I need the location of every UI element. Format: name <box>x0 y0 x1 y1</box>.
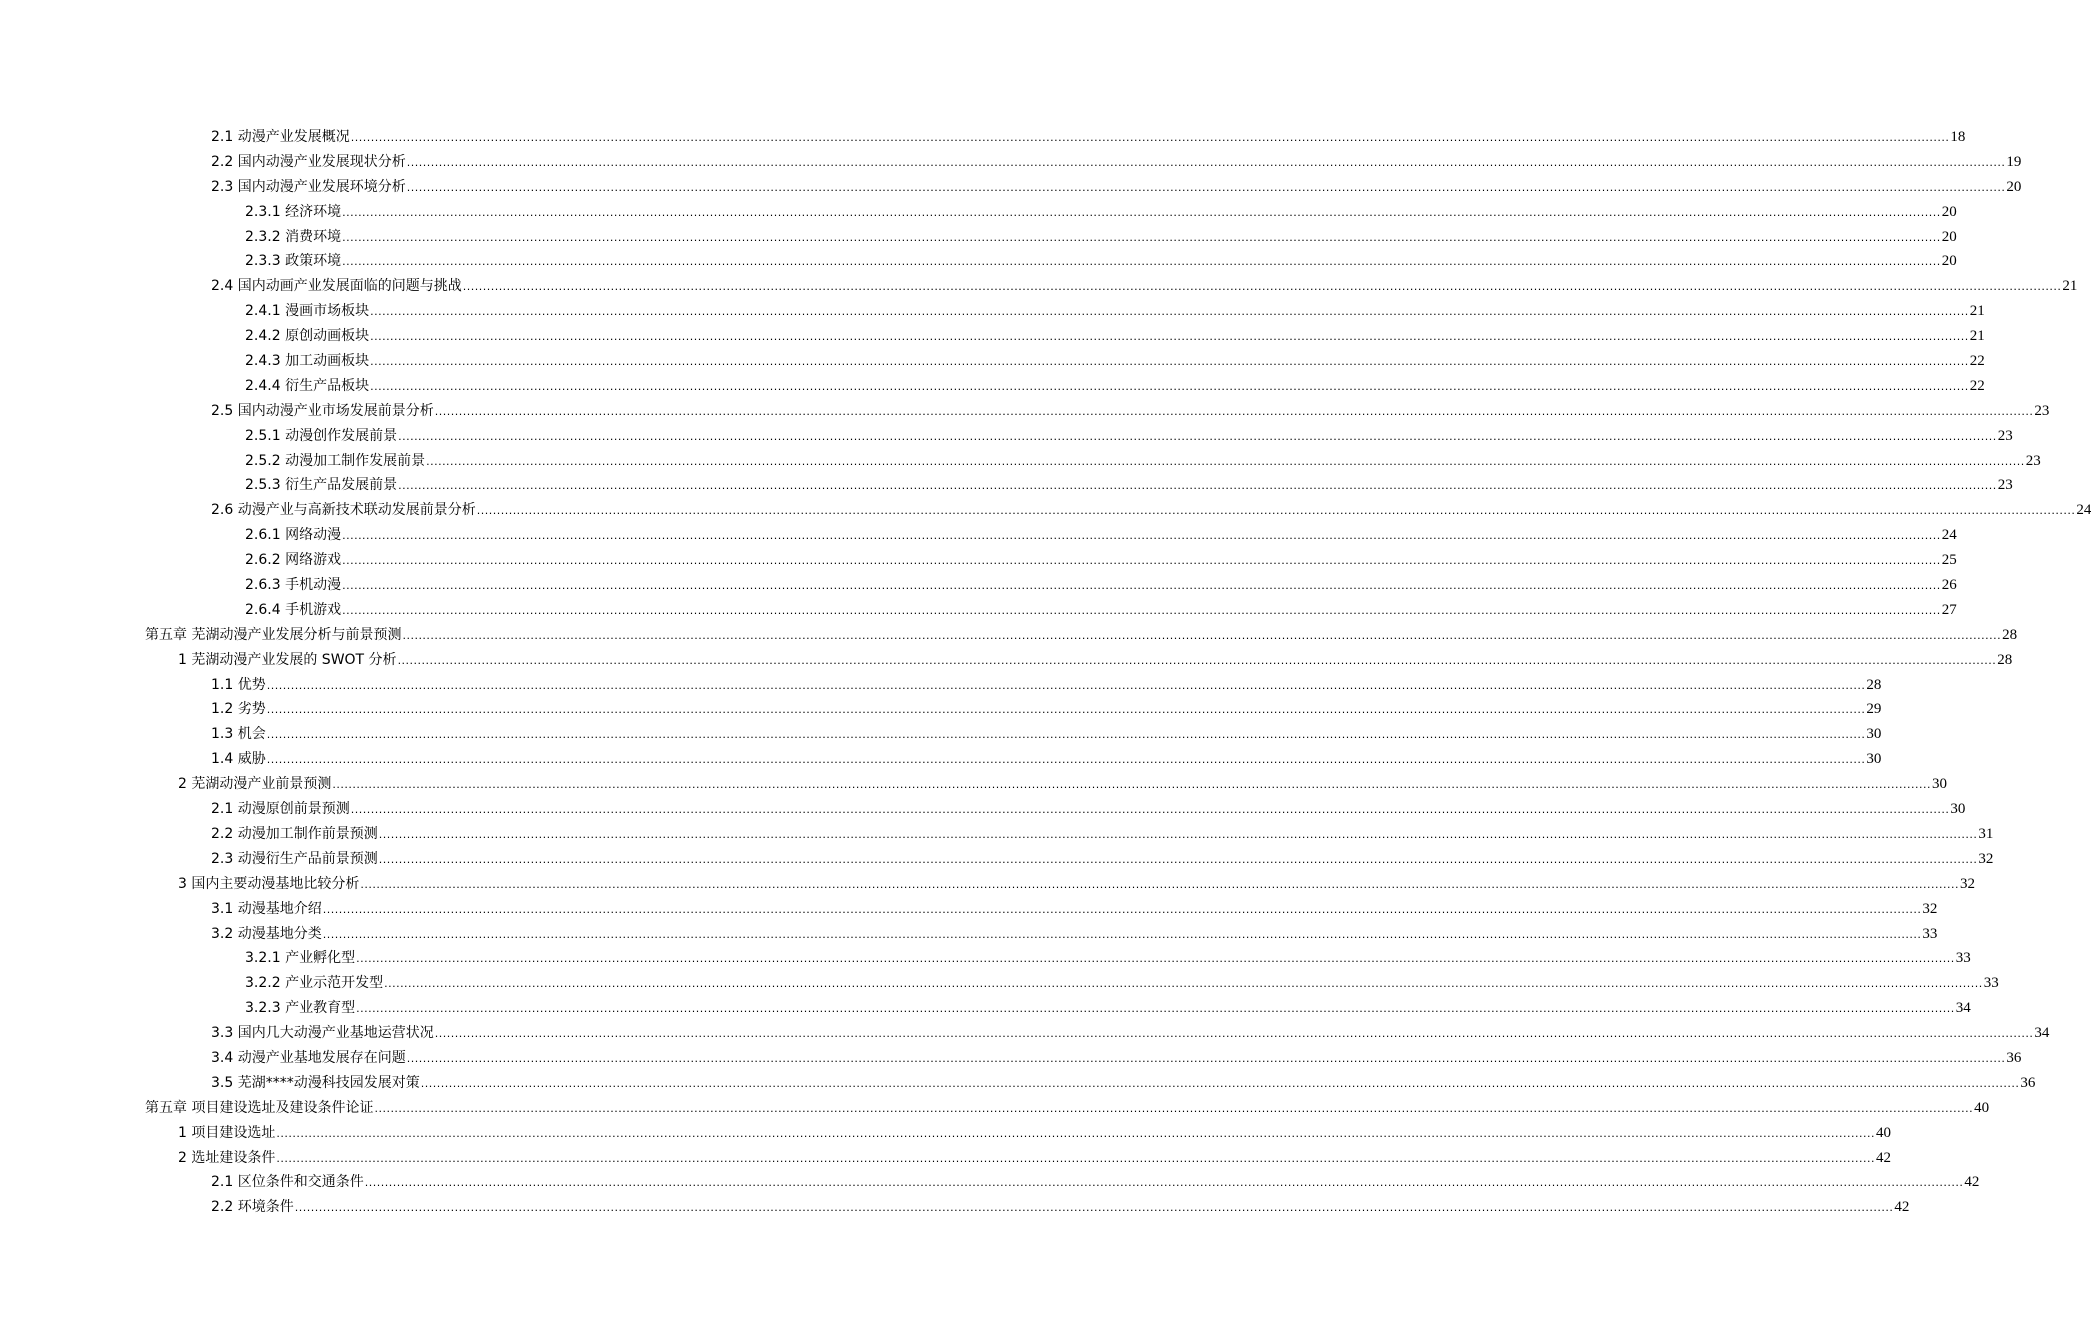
toc-entry[interactable] <box>0 1071 2036 1096</box>
toc-entry-page-number: 28 <box>1866 676 1882 693</box>
toc-entry[interactable] <box>0 946 1971 971</box>
dot-leader: ................................................................................................................................................................................................................................................................................................................................................................................................................ <box>266 728 1866 742</box>
dot-leader: ................................................................................................................................................................................................................................................................................................................................................................................................................ <box>342 603 1941 617</box>
toc-entry[interactable] <box>0 249 1957 274</box>
dot-leader: ................................................................................................................................................................................................................................................................................................................................................................................................................ <box>370 330 1969 344</box>
toc-entry-label: 1.3 机会 <box>211 726 266 743</box>
dot-leader: ................................................................................................................................................................................................................................................................................................................................................................................................................ <box>360 877 1959 891</box>
toc-entry[interactable] <box>0 747 1882 772</box>
toc-entry-page-number: 33 <box>1922 925 1938 942</box>
toc-entry-row <box>211 922 1938 948</box>
dot-leader: ................................................................................................................................................................................................................................................................................................................................................................................................................ <box>266 753 1866 767</box>
toc-entry-label: 3.1 动漫基地介绍 <box>211 900 322 917</box>
toc-entry-row <box>211 125 1966 151</box>
toc-entry-row <box>178 1121 1891 1147</box>
toc-entry[interactable] <box>0 922 1938 947</box>
toc-entry-page-number: 23 <box>2034 402 2050 419</box>
toc-entry[interactable] <box>0 473 2013 498</box>
toc-entry-row <box>245 374 1985 400</box>
toc-entry-page-number: 30 <box>1866 751 1882 768</box>
toc-entry-row <box>245 598 1957 624</box>
dot-leader: ................................................................................................................................................................................................................................................................................................................................................................................................................ <box>276 1151 1875 1165</box>
dot-leader: ................................................................................................................................................................................................................................................................................................................................................................................................................ <box>356 952 1955 966</box>
dot-leader: ................................................................................................................................................................................................................................................................................................................................................................................................................ <box>398 479 1997 493</box>
toc-entry-label: 3.2.2 产业示范开发型 <box>245 975 384 992</box>
toc-entry-row <box>178 772 1947 798</box>
toc-entry-row <box>211 673 1882 699</box>
toc-entry-label: 3.5 芜湖****动漫科技园发展对策 <box>211 1074 420 1091</box>
dot-leader: ................................................................................................................................................................................................................................................................................................................................................................................................................ <box>294 1201 1894 1215</box>
toc-entry[interactable] <box>0 872 1975 897</box>
toc-entry-page-number: 32 <box>1922 900 1938 917</box>
toc-entry-page-number: 20 <box>2006 178 2022 195</box>
toc-entry-label: 1.2 劣势 <box>211 701 266 718</box>
toc-entry-row <box>245 449 2041 475</box>
dot-leader: ................................................................................................................................................................................................................................................................................................................................................................................................................ <box>350 131 1950 144</box>
toc-entry[interactable] <box>0 722 1882 747</box>
dot-leader: ................................................................................................................................................................................................................................................................................................................................................................................................................ <box>378 852 1978 866</box>
toc-entry-page-number: 21 <box>1969 328 1985 345</box>
toc-entry-label: 2.4.2 原创动画板块 <box>245 328 370 345</box>
toc-entry-row <box>211 274 2078 300</box>
toc-entry-page-number: 36 <box>2006 1049 2022 1066</box>
toc-entry-row <box>245 349 1985 375</box>
toc-entry-page-number: 42 <box>1876 1149 1891 1166</box>
dot-leader: ................................................................................................................................................................................................................................................................................................................................................................................................................ <box>420 1076 2020 1090</box>
toc-entry[interactable] <box>0 349 1985 374</box>
toc-entry-row <box>211 847 1994 873</box>
toc-entry-row <box>245 573 1957 599</box>
toc-entry-label: 2.6 动漫产业与高新技术联动发展前景分析 <box>211 502 476 519</box>
toc-entry-page-number: 23 <box>1997 427 2013 444</box>
toc-entry-page-number: 24 <box>1941 527 1957 544</box>
dot-leader: ................................................................................................................................................................................................................................................................................................................................................................................................................ <box>342 579 1941 593</box>
dot-leader: ................................................................................................................................................................................................................................................................................................................................................................................................................ <box>406 180 2006 194</box>
toc-entry-page-number: 33 <box>1983 975 1999 992</box>
toc-entry-page-number: 30 <box>1932 776 1947 793</box>
toc-entry[interactable] <box>0 324 1985 349</box>
toc-entry-page-number: 32 <box>1978 850 1994 867</box>
toc-entry-row <box>245 249 1957 275</box>
toc-entry[interactable] <box>0 598 1957 623</box>
toc-entry-page-number: 34 <box>1955 1000 1971 1017</box>
toc-entry[interactable] <box>0 299 1985 324</box>
toc-entry[interactable] <box>0 847 1994 872</box>
toc-entry-row <box>245 473 2013 499</box>
toc-entry-label: 第五章 项目建设选址及建设条件论证 <box>145 1099 374 1116</box>
dot-leader: ................................................................................................................................................................................................................................................................................................................................................................................................................ <box>342 205 1941 219</box>
toc-entry[interactable] <box>0 648 2013 673</box>
toc-entry-label: 2.6.1 网络动漫 <box>245 527 342 544</box>
toc-entry-page-number: 40 <box>1876 1124 1891 1141</box>
dot-leader: ................................................................................................................................................................................................................................................................................................................................................................................................................ <box>384 977 1983 991</box>
toc-entry-label: 2.5 国内动漫产业市场发展前景分析 <box>211 402 434 419</box>
toc-entry[interactable] <box>0 971 1999 996</box>
toc-entry-row <box>245 996 1971 1022</box>
toc-entry-page-number: 24 <box>2076 502 2091 519</box>
toc-entry-row <box>211 1195 1910 1221</box>
toc-entry-page-number: 26 <box>1941 577 1957 594</box>
dot-leader: ................................................................................................................................................................................................................................................................................................................................................................................................................ <box>378 827 1978 841</box>
toc-entry-page-number: 22 <box>1969 377 1985 394</box>
toc-entry-page-number: 28 <box>1997 651 2013 668</box>
toc-entry-page-number: 21 <box>1969 303 1985 320</box>
toc-entry-label: 2.3.3 政策环境 <box>245 253 342 270</box>
toc-entry-label: 3.2 动漫基地分类 <box>211 925 322 942</box>
toc-entry-page-number: 20 <box>1941 203 1957 220</box>
toc-entry-label: 1 芜湖动漫产业发展的 SWOT 分析 <box>178 651 397 668</box>
toc-entry[interactable] <box>0 125 1966 150</box>
toc-entry[interactable] <box>0 1021 2050 1046</box>
toc-entry-page-number: 29 <box>1866 701 1882 718</box>
dot-leader: ................................................................................................................................................................................................................................................................................................................................................................................................................ <box>370 305 1969 319</box>
toc-entry-label: 2.3 国内动漫产业发展环境分析 <box>211 178 406 195</box>
toc-entry-page-number: 30 <box>1866 726 1882 743</box>
toc-entry[interactable] <box>0 449 2041 474</box>
toc-entry-label: 2.1 动漫产业发展概况 <box>211 129 350 145</box>
toc-entry-label: 2.5.2 动漫加工制作发展前景 <box>245 452 426 469</box>
toc-entry[interactable] <box>0 996 1971 1021</box>
toc-entry-row <box>211 697 1882 723</box>
toc-entry-page-number: 20 <box>1941 228 1957 245</box>
toc-entry-label: 2.6.2 网络游戏 <box>245 552 342 569</box>
toc-entry-page-number: 19 <box>2006 153 2022 170</box>
dot-leader: ................................................................................................................................................................................................................................................................................................................................................................................................................ <box>374 1101 1974 1115</box>
toc-entry-page-number: 42 <box>1894 1199 1910 1216</box>
dot-leader: ................................................................................................................................................................................................................................................................................................................................................................................................................ <box>322 902 1922 916</box>
table-of-contents <box>0 125 2091 1220</box>
dot-leader: ................................................................................................................................................................................................................................................................................................................................................................................................................ <box>332 778 1931 792</box>
toc-entry-label: 1 项目建设选址 <box>178 1124 276 1141</box>
dot-leader: ................................................................................................................................................................................................................................................................................................................................................................................................................ <box>266 703 1866 717</box>
toc-entry-page-number: 25 <box>1941 552 1957 569</box>
toc-entry-label: 2.3 动漫衍生产品前景预测 <box>211 850 378 867</box>
dot-leader: ................................................................................................................................................................................................................................................................................................................................................................................................................ <box>364 1176 1964 1190</box>
toc-entry-label: 2.1 区位条件和交通条件 <box>211 1174 364 1191</box>
toc-entry-row <box>245 299 1985 325</box>
toc-entry-label: 2.5.3 衍生产品发展前景 <box>245 477 398 494</box>
dot-leader: ................................................................................................................................................................................................................................................................................................................................................................................................................ <box>342 255 1941 269</box>
dot-leader: ................................................................................................................................................................................................................................................................................................................................................................................................................ <box>406 1051 2006 1065</box>
toc-entry-page-number: 31 <box>1978 825 1994 842</box>
toc-entry[interactable] <box>0 573 1957 598</box>
toc-entry-label: 2.3.2 消费环境 <box>245 228 342 245</box>
dot-leader: ................................................................................................................................................................................................................................................................................................................................................................................................................ <box>406 155 2006 169</box>
dot-leader: ................................................................................................................................................................................................................................................................................................................................................................................................................ <box>342 529 1941 543</box>
toc-entry-row <box>211 399 2050 425</box>
toc-entry-page-number: 27 <box>1941 601 1957 618</box>
toc-entry-row <box>211 897 1938 923</box>
toc-entry-label: 2.2 国内动漫产业发展现状分析 <box>211 153 406 170</box>
toc-entry[interactable] <box>0 175 2022 200</box>
dot-leader: ................................................................................................................................................................................................................................................................................................................................................................................................................ <box>426 454 2025 468</box>
toc-entry-row <box>178 872 1975 898</box>
toc-entry-label: 2.1 动漫原创前景预测 <box>211 801 350 818</box>
dot-leader: ................................................................................................................................................................................................................................................................................................................................................................................................................ <box>266 678 1866 692</box>
toc-entry-label: 2.4.1 漫画市场板块 <box>245 303 370 320</box>
toc-entry-row <box>211 747 1882 773</box>
toc-entry[interactable] <box>0 150 2022 175</box>
dot-leader: ................................................................................................................................................................................................................................................................................................................................................................................................................ <box>342 230 1941 244</box>
toc-entry-row <box>145 1096 1990 1122</box>
toc-entry-label: 3.2.1 产业孵化型 <box>245 950 356 967</box>
dot-leader: ................................................................................................................................................................................................................................................................................................................................................................................................................ <box>397 653 1997 667</box>
toc-entry-row <box>211 1170 1980 1196</box>
toc-entry[interactable] <box>0 1046 2022 1071</box>
dot-leader: ................................................................................................................................................................................................................................................................................................................................................................................................................ <box>322 927 1922 941</box>
toc-entry-label: 2 芜湖动漫产业前景预测 <box>178 776 332 793</box>
toc-entry[interactable] <box>0 1170 1980 1195</box>
toc-entry-row <box>145 623 2018 649</box>
toc-entry-label: 2 选址建设条件 <box>178 1149 276 1166</box>
toc-entry-row <box>245 523 1957 549</box>
toc-entry-page-number: 42 <box>1964 1174 1980 1191</box>
toc-entry-label: 2.2 环境条件 <box>211 1199 294 1216</box>
toc-entry-row <box>211 822 1994 848</box>
toc-entry-page-number: 28 <box>2002 626 2018 643</box>
dot-leader: ................................................................................................................................................................................................................................................................................................................................................................................................................ <box>434 1027 2034 1041</box>
toc-entry[interactable] <box>0 623 2018 648</box>
toc-entry-label: 1.1 优势 <box>211 676 266 693</box>
dot-leader: ................................................................................................................................................................................................................................................................................................................................................................................................................ <box>434 404 2034 418</box>
toc-entry-label: 2.6.3 手机动漫 <box>245 577 342 594</box>
toc-entry-row <box>245 225 1957 251</box>
dot-leader: ................................................................................................................................................................................................................................................................................................................................................................................................................ <box>342 554 1941 568</box>
toc-entry[interactable] <box>0 1195 1910 1220</box>
toc-entry[interactable] <box>0 673 1882 698</box>
toc-entry[interactable] <box>0 697 1882 722</box>
toc-entry[interactable] <box>0 1121 1891 1146</box>
toc-entry-label: 2.5.1 动漫创作发展前景 <box>245 427 398 444</box>
toc-entry[interactable] <box>0 822 1994 847</box>
toc-entry[interactable] <box>0 1146 1891 1171</box>
toc-entry-row <box>245 971 1999 997</box>
toc-entry[interactable] <box>0 225 1957 250</box>
toc-entry-row <box>211 498 2091 524</box>
toc-entry-label: 3.2.3 产业教育型 <box>245 1000 356 1017</box>
toc-entry-label: 3.4 动漫产业基地发展存在问题 <box>211 1049 406 1066</box>
toc-entry-page-number: 36 <box>2020 1074 2036 1091</box>
toc-entry-row <box>245 946 1971 972</box>
dot-leader: ................................................................................................................................................................................................................................................................................................................................................................................................................ <box>462 280 2062 294</box>
toc-entry-row <box>211 797 1966 823</box>
toc-entry[interactable] <box>0 274 2078 299</box>
toc-entry-label: 2.4.3 加工动画板块 <box>245 353 370 370</box>
toc-entry[interactable] <box>0 1096 1990 1121</box>
toc-entry[interactable] <box>0 523 1957 548</box>
toc-entry[interactable] <box>0 200 1957 225</box>
toc-entry-row <box>245 324 1985 350</box>
toc-entry-page-number: 21 <box>2062 278 2078 295</box>
toc-entry-row <box>211 1071 2036 1097</box>
toc-entry-label: 3.3 国内几大动漫产业基地运营状况 <box>211 1025 434 1042</box>
toc-entry-label: 第五章 芜湖动漫产业发展分析与前景预测 <box>145 626 402 643</box>
toc-entry-label: 2.6.4 手机游戏 <box>245 601 342 618</box>
toc-entry-label: 2.4 国内动画产业发展面临的问题与挑战 <box>211 278 462 295</box>
toc-entry-label: 2.4.4 衍生产品板块 <box>245 377 370 394</box>
toc-entry-page-number: 34 <box>2034 1025 2050 1042</box>
toc-entry-row <box>211 150 2022 176</box>
toc-entry[interactable] <box>0 424 2013 449</box>
toc-entry-label: 3 国内主要动漫基地比较分析 <box>178 875 360 892</box>
toc-entry[interactable] <box>0 548 1957 573</box>
toc-entry[interactable] <box>0 797 1966 822</box>
dot-leader: ................................................................................................................................................................................................................................................................................................................................................................................................................ <box>370 379 1969 393</box>
toc-entry-row <box>211 1021 2050 1047</box>
toc-entry-page-number: 20 <box>1941 253 1957 270</box>
toc-entry-row <box>245 548 1957 574</box>
toc-entry-label: 2.2 动漫加工制作前景预测 <box>211 825 378 842</box>
toc-entry-label: 1.4 威胁 <box>211 751 266 768</box>
toc-entry[interactable] <box>0 772 1947 797</box>
dot-leader: ................................................................................................................................................................................................................................................................................................................................................................................................................ <box>356 1002 1955 1016</box>
toc-entry-row <box>211 722 1882 748</box>
dot-leader: ................................................................................................................................................................................................................................................................................................................................................................................................................ <box>276 1126 1875 1140</box>
toc-entry-page-number: 32 <box>1960 875 1975 892</box>
toc-entry-page-number: 23 <box>1997 477 2013 494</box>
toc-entry-page-number: 22 <box>1969 353 1985 370</box>
toc-entry-row <box>245 424 2013 450</box>
toc-entry-row <box>211 1046 2022 1072</box>
toc-entry-page-number: 23 <box>2025 452 2041 469</box>
toc-entry-page-number: 30 <box>1950 801 1966 818</box>
toc-entry-label: 2.3.1 经济环境 <box>245 203 342 220</box>
dot-leader: ................................................................................................................................................................................................................................................................................................................................................................................................................ <box>476 504 2076 518</box>
dot-leader: ................................................................................................................................................................................................................................................................................................................................................................................................................ <box>370 355 1969 369</box>
toc-entry-row <box>178 648 2013 674</box>
toc-entry[interactable] <box>0 399 2050 424</box>
toc-entry[interactable] <box>0 498 2091 523</box>
toc-entry-page-number: 40 <box>1974 1099 1990 1116</box>
toc-entry-row <box>178 1146 1891 1172</box>
toc-entry-page-number: 33 <box>1955 950 1971 967</box>
toc-entry[interactable] <box>0 897 1938 922</box>
toc-entry[interactable] <box>0 374 1985 399</box>
dot-leader: ................................................................................................................................................................................................................................................................................................................................................................................................................ <box>350 803 1950 817</box>
toc-entry-row <box>245 200 1957 226</box>
dot-leader: ................................................................................................................................................................................................................................................................................................................................................................................................................ <box>398 429 1997 443</box>
toc-entry-page-number: 18 <box>1950 129 1966 145</box>
dot-leader: ................................................................................................................................................................................................................................................................................................................................................................................................................ <box>402 628 2002 642</box>
toc-entry-row <box>211 175 2022 201</box>
